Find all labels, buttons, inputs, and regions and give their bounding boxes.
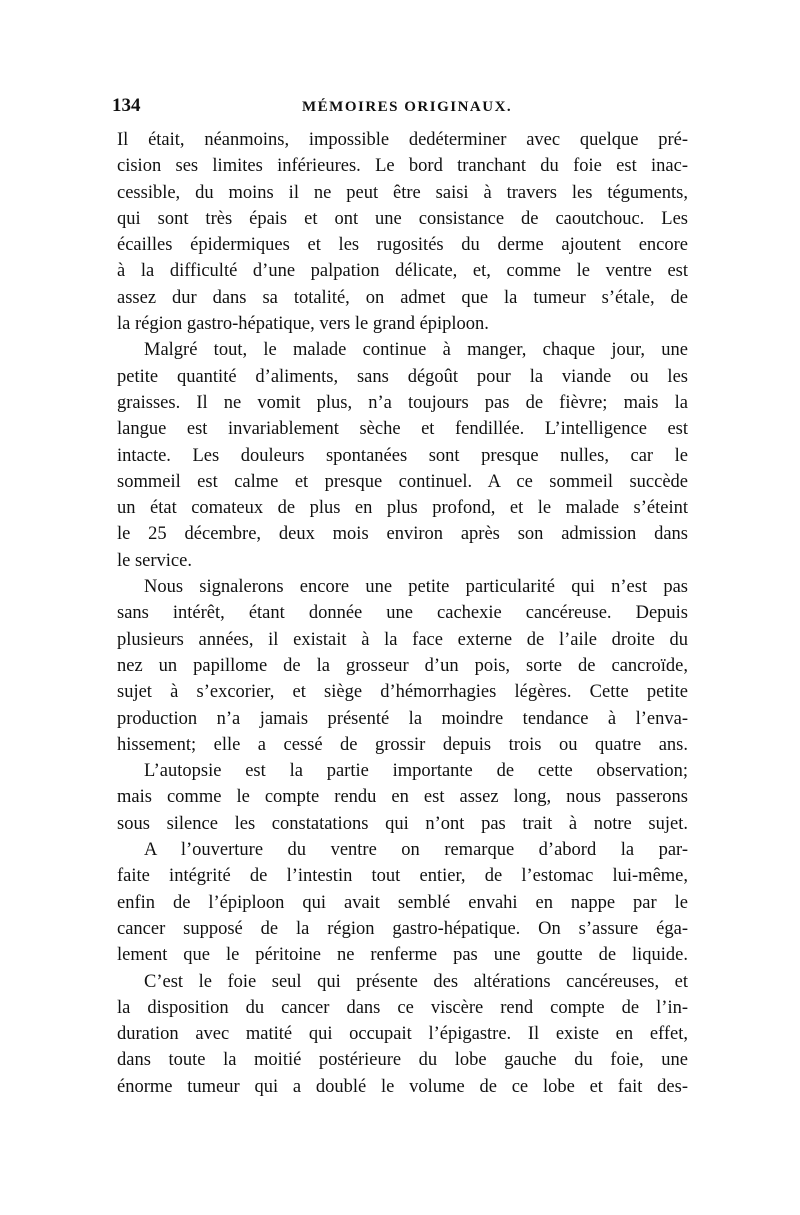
text-line: Malgré tout, le malade continue à manger, chaque jour, une bbox=[144, 340, 688, 361]
text-line: la région gastro-hépatique, vers le grand épiploon. bbox=[117, 314, 489, 335]
text-line: écailles épidermiques et les rugosités du derme ajoutent encore bbox=[117, 235, 688, 256]
text-line: langue est invariablement sèche et fendillée. L’intelligence est bbox=[117, 419, 688, 440]
text-line: enfin de l’épiploon qui avait semblé envahi en nappe par le bbox=[117, 892, 688, 913]
page-number: 134 bbox=[112, 95, 141, 116]
text-line: à la difficulté d’une palpation délicate, et, comme le ventre est bbox=[117, 261, 688, 282]
text-line: plusieurs années, il existait à la face externe de l’aile droite du bbox=[117, 629, 688, 650]
text-line: un état comateux de plus en plus profond, et le malade s’éteint bbox=[117, 498, 688, 519]
text-line: le 25 décembre, deux mois environ après son admission dans bbox=[117, 524, 688, 545]
text-line: sommeil est calme et presque continuel. A ce sommeil succède bbox=[117, 471, 688, 492]
text-line: intacte. Les douleurs spontanées sont presque nulles, car le bbox=[117, 445, 688, 466]
text-line: Nous signalerons encore une petite particularité qui n’est pas bbox=[144, 577, 688, 598]
text-line: énorme tumeur qui a doublé le volume de ce lobe et fait des- bbox=[117, 1076, 688, 1097]
text-line: C’est le foie seul qui présente des altérations cancéreuses, et bbox=[144, 971, 688, 992]
text-line: lement que le péritoine ne renferme pas une goutte de liquide. bbox=[117, 945, 688, 966]
text-line: mais comme le compte rendu en est assez long, nous passerons bbox=[117, 787, 688, 808]
text-line: le service. bbox=[117, 550, 192, 571]
text-line: cancer supposé de la région gastro-hépatique. On s’assure éga- bbox=[117, 918, 688, 939]
text-line: assez dur dans sa totalité, on admet que la tumeur s’étale, de bbox=[117, 287, 688, 308]
text-line: la disposition du cancer dans ce viscère rend compte de l’in- bbox=[117, 997, 688, 1018]
text-line: sans intérêt, étant donnée une cachexie cancéreuse. Depuis bbox=[117, 603, 688, 624]
text-line: cision ses limites inférieures. Le bord tranchant du foie est inac- bbox=[117, 156, 688, 177]
running-title: MÉMOIRES ORIGINAUX. bbox=[302, 99, 513, 115]
text-line: Il était, néanmoins, impossible dedéterminer avec quelque pré- bbox=[117, 130, 688, 150]
text-line: sujet à s’excorier, et siège d’hémorrhagies légères. Cette petite bbox=[117, 682, 688, 703]
text-line: petite quantité d’aliments, sans dégoût pour la viande ou les bbox=[117, 366, 688, 387]
text-line: nez un papillome de la grosseur d’un pois, sorte de cancroïde, bbox=[117, 655, 688, 676]
text-line: duration avec matité qui occupait l’épigastre. Il existe en effet, bbox=[117, 1024, 688, 1045]
text-line: cessible, du moins il ne peut être saisi à travers les téguments, bbox=[117, 182, 688, 203]
page-header bbox=[112, 95, 692, 125]
body-text bbox=[117, 127, 688, 1100]
text-line: dans toute la moitié postérieure du lobe gauche du foie, une bbox=[117, 1050, 688, 1071]
text-line: faite intégrité de l’intestin tout entier, de l’estomac lui-même, bbox=[117, 866, 688, 887]
text-line: graisses. Il ne vomit plus, n’a toujours pas de fièvre; mais la bbox=[117, 392, 688, 413]
text-line: A l’ouverture du ventre on remarque d’abord la par- bbox=[144, 840, 688, 861]
text-line: L’autopsie est la partie importante de cette observation; bbox=[144, 761, 688, 782]
text-line: hissement; elle a cessé de grossir depuis trois ou quatre ans. bbox=[117, 734, 688, 755]
text-line: sous silence les constatations qui n’ont pas trait à notre sujet. bbox=[117, 813, 688, 834]
text-line: qui sont très épais et ont une consistance de caoutchouc. Les bbox=[117, 208, 688, 229]
text-line: production n’a jamais présenté la moindre tendance à l’enva- bbox=[117, 708, 688, 729]
